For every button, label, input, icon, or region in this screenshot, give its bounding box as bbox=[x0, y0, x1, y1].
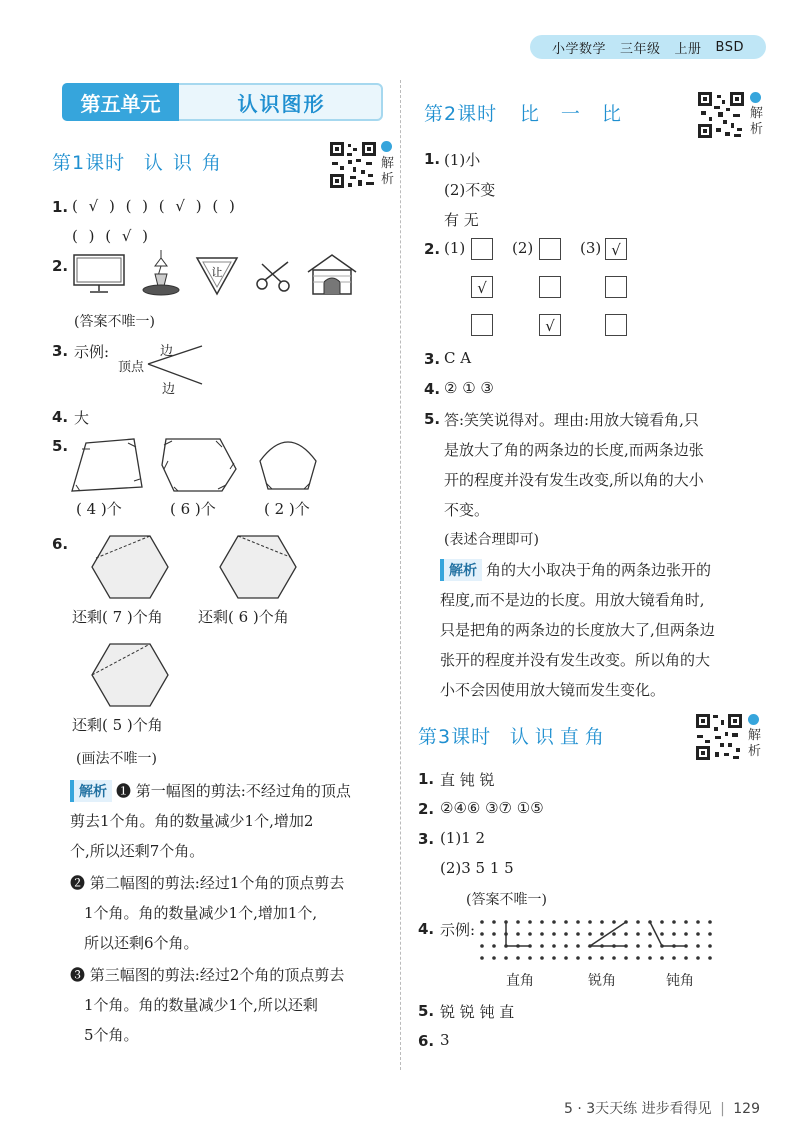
l2-analysis-l5: 小不会因使用放大镜而发生变化。 bbox=[440, 681, 666, 699]
l3-q4-a: 直角 bbox=[506, 973, 534, 989]
lesson2-title: 比一比 bbox=[519, 103, 643, 125]
unit-tag: 第五单元 bbox=[62, 83, 179, 121]
lesson3-heading bbox=[418, 722, 610, 749]
l3-q6-answer: 3 bbox=[440, 1031, 450, 1049]
l3-q5-answer: 锐 锐 钝 直 bbox=[440, 1003, 515, 1021]
column-divider bbox=[400, 80, 401, 1070]
qr-label: 解析 bbox=[750, 106, 764, 137]
l1-analysis-p3l3: 5个角。 bbox=[84, 1026, 139, 1044]
lesson2-heading bbox=[424, 99, 643, 126]
l2-q2-l3: (3) bbox=[580, 239, 602, 257]
lesson1-heading bbox=[52, 148, 231, 175]
hexagon-cut-2 bbox=[216, 532, 300, 602]
page-number: 129 bbox=[733, 1101, 760, 1117]
l2-q3-answer: C A bbox=[444, 349, 472, 367]
l3-q4-prefix: 示例: bbox=[440, 921, 476, 939]
l1-q5-a: ( 4 )个 bbox=[76, 500, 122, 518]
header-volume: 上册 bbox=[674, 41, 702, 57]
l2-q5-l4: 不变。 bbox=[444, 501, 490, 519]
lamp-icon bbox=[138, 248, 184, 298]
l1-q3-side-top: 边 bbox=[160, 344, 174, 359]
l2-q2-l1: (1) bbox=[444, 239, 466, 257]
l2-q1-b: (2)不变 bbox=[444, 181, 496, 199]
l1-q4-num: 4. bbox=[52, 408, 69, 426]
checkbox[interactable] bbox=[539, 238, 561, 260]
lesson3-label: 第3课时 bbox=[418, 726, 492, 748]
unit-title: 认识图形 bbox=[237, 91, 326, 116]
l2-analysis-l4: 张开的程度并没有发生改变。所以角的大 bbox=[440, 651, 711, 669]
l2-q4-num: 4. bbox=[424, 380, 441, 398]
l2-analysis-text-1: 角的大小取决于角的两条边张开的 bbox=[486, 561, 712, 579]
doghouse-icon bbox=[304, 252, 360, 298]
footer-text: 5 · 3天天练 进步看得见 bbox=[564, 1101, 712, 1117]
l2-q1-a: (1)小 bbox=[444, 151, 481, 169]
play-icon bbox=[381, 141, 392, 152]
qr-code-icon[interactable] bbox=[696, 90, 746, 140]
l2-q2-num: 2. bbox=[424, 240, 441, 258]
header-edition: BSD bbox=[715, 39, 744, 55]
l3-q3-note: (答案不唯一) bbox=[466, 892, 547, 908]
l3-q5-num: 5. bbox=[418, 1002, 435, 1020]
l1-q6-num: 6. bbox=[52, 535, 69, 553]
yield-sign-icon bbox=[194, 254, 240, 298]
l1-q4-answer: 大 bbox=[74, 409, 90, 427]
l1-analysis-p1l3: 个,所以还剩7个角。 bbox=[70, 842, 205, 860]
l2-q5-l3: 开的程度并没有发生改变,所以角的大小 bbox=[444, 471, 704, 489]
header-tag bbox=[530, 35, 766, 59]
l2-analysis-l2: 程度,而不是边的长度。用放大镜看角时, bbox=[440, 591, 705, 609]
l2-analysis-l1 bbox=[440, 559, 711, 581]
l1-q6-note: (画法不唯一) bbox=[76, 751, 157, 767]
l1-q3-num: 3. bbox=[52, 342, 69, 360]
l2-q3-num: 3. bbox=[424, 350, 441, 368]
l1-q3-prefix: 示例: bbox=[74, 343, 110, 361]
l1-analysis-p3l1: ❸ 第三幅图的剪法:经过2个角的顶点剪去 bbox=[70, 966, 345, 984]
l1-analysis-p2l3: 所以还剩6个角。 bbox=[84, 934, 199, 952]
header-subject: 小学数学 bbox=[552, 41, 607, 57]
hexagon-shape bbox=[160, 437, 240, 493]
l1-analysis-p1l1 bbox=[70, 780, 351, 802]
footer: 5 · 3天天练 进步看得见 | 129 bbox=[564, 1101, 760, 1117]
play-icon bbox=[748, 714, 759, 725]
l1-q6-c: 还剩( 5 )个角 bbox=[72, 716, 163, 734]
l1-q5-c: ( 2 )个 bbox=[264, 500, 310, 518]
checkbox[interactable] bbox=[539, 276, 561, 298]
lesson3-title: 认识直角 bbox=[509, 726, 610, 748]
yield-sign-text: 让 bbox=[211, 266, 223, 279]
l1-q1-row1: ( √ ) ( ) ( √ ) ( ) bbox=[72, 197, 235, 215]
l3-q1-num: 1. bbox=[418, 770, 435, 788]
monitor-icon bbox=[72, 252, 128, 296]
l1-q3-vertex: 顶点 bbox=[118, 360, 145, 375]
qr-code-icon[interactable] bbox=[694, 712, 744, 762]
l1-q5-num: 5. bbox=[52, 437, 69, 455]
l3-q2-answer: ②④⑥ ③⑦ ①⑤ bbox=[440, 799, 544, 817]
l1-q2-note: (答案不唯一) bbox=[74, 314, 155, 330]
l1-q6-a: 还剩( 7 )个角 bbox=[72, 608, 163, 626]
l1-q5-b: ( 6 )个 bbox=[170, 500, 216, 518]
l1-q1-num: 1. bbox=[52, 198, 69, 216]
l2-q2-l2: (2) bbox=[512, 239, 534, 257]
l3-q4-num: 4. bbox=[418, 920, 435, 938]
header-grade: 三年级 bbox=[620, 41, 661, 57]
l2-analysis-l3: 只是把角的两条边的长度放大了,但两条边 bbox=[440, 621, 715, 639]
lesson2-label: 第2课时 bbox=[424, 103, 498, 125]
scissors-icon bbox=[254, 258, 294, 294]
lesson1-title: 认识角 bbox=[143, 152, 231, 174]
l2-q5-l1: 答:笑笑说得对。理由:用放大镜看角,只 bbox=[444, 411, 699, 429]
l1-analysis-text-1: ❶ 第一幅图的剪法:不经过角的顶点 bbox=[116, 782, 351, 800]
l1-analysis-p3l2: 1个角。角的数量减少1个,所以还剩 bbox=[84, 996, 318, 1014]
l1-analysis-p1l2: 剪去1个角。角的数量减少1个,增加2 bbox=[70, 812, 314, 830]
arch-shape bbox=[258, 435, 318, 493]
l1-q6-b: 还剩( 6 )个角 bbox=[198, 608, 289, 626]
checkbox[interactable] bbox=[605, 276, 627, 298]
lesson1-label: 第1课时 bbox=[52, 152, 126, 174]
l2-q1-num: 1. bbox=[424, 150, 441, 168]
l3-q3-b: (2)3 5 1 5 bbox=[440, 859, 514, 877]
l3-q4-b: 锐角 bbox=[588, 973, 616, 989]
l1-analysis-p2l2: 1个角。角的数量减少1个,增加1个, bbox=[84, 904, 318, 922]
l2-q5-l5: (表述合理即可) bbox=[444, 532, 539, 548]
checkbox[interactable]: √ bbox=[471, 276, 493, 298]
checkbox[interactable] bbox=[605, 314, 627, 336]
checkbox[interactable] bbox=[471, 314, 493, 336]
qr-code-icon[interactable] bbox=[328, 140, 378, 190]
angle-diagram bbox=[146, 344, 206, 388]
l3-q1-answer: 直 钝 锐 bbox=[440, 771, 495, 789]
analysis-tag: 解析 bbox=[440, 559, 482, 581]
checkbox[interactable]: √ bbox=[539, 314, 561, 336]
dot-grid-angles bbox=[476, 916, 716, 964]
l2-q5-l2: 是放大了角的两条边的长度,而两条边张 bbox=[444, 441, 704, 459]
l1-q3-side-bottom: 边 bbox=[162, 382, 176, 397]
l1-q1-row2: ( ) ( √ ) bbox=[72, 227, 149, 245]
play-icon bbox=[750, 92, 761, 103]
l3-q4-c: 钝角 bbox=[666, 973, 694, 989]
l3-q3-num: 3. bbox=[418, 830, 435, 848]
l3-q6-num: 6. bbox=[418, 1032, 435, 1050]
hexagon-cut-3 bbox=[88, 640, 172, 710]
l2-q4-answer: ② ① ③ bbox=[444, 379, 494, 397]
l1-analysis-p2l1: ❷ 第二幅图的剪法:经过1个角的顶点剪去 bbox=[70, 874, 345, 892]
analysis-tag: 解析 bbox=[70, 780, 112, 802]
l3-q2-num: 2. bbox=[418, 800, 435, 818]
qr-label: 解析 bbox=[381, 156, 395, 187]
quadrilateral-shape bbox=[68, 437, 148, 493]
l1-q2-num: 2. bbox=[52, 257, 69, 275]
hexagon-cut-1 bbox=[88, 532, 172, 602]
l3-q3-a: (1)1 2 bbox=[440, 829, 486, 847]
l2-q1-c: 有 无 bbox=[444, 211, 479, 229]
checkbox[interactable] bbox=[471, 238, 493, 260]
l2-q5-num: 5. bbox=[424, 410, 441, 428]
checkbox[interactable]: √ bbox=[605, 238, 627, 260]
qr-label: 解析 bbox=[748, 728, 762, 759]
